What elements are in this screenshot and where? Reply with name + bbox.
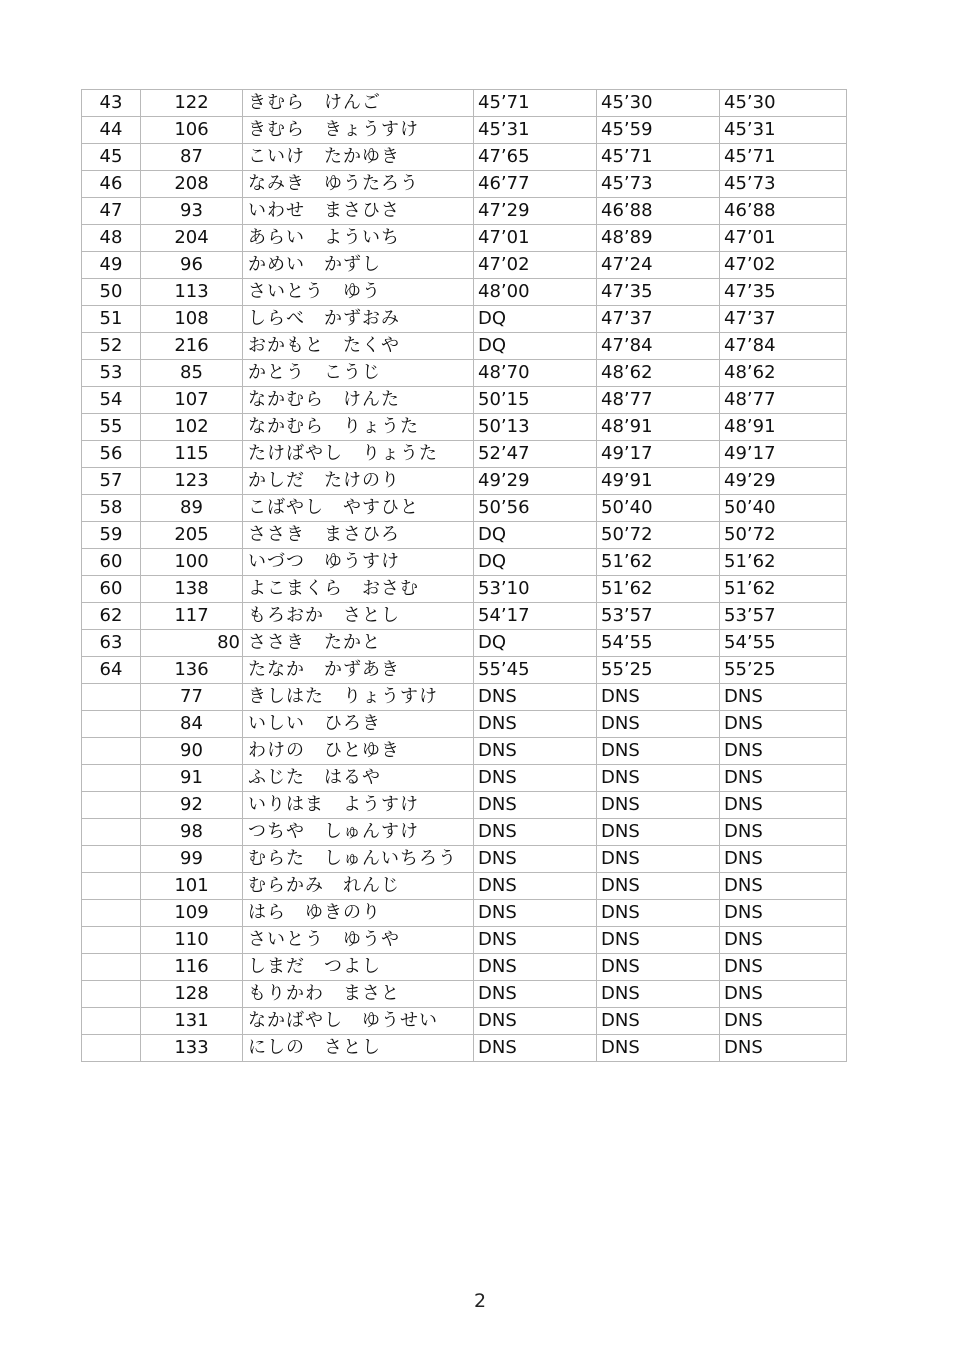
athlete-name-cell: なかむら りょうた — [243, 414, 474, 441]
best-time-cell: DNS — [720, 873, 847, 900]
first-time-cell: DQ — [474, 630, 597, 657]
bib-number-cell: 208 — [141, 171, 243, 198]
rank-cell: 53 — [82, 360, 141, 387]
athlete-name-cell: しまだ つよし — [243, 954, 474, 981]
best-time-cell: 46’88 — [720, 198, 847, 225]
rank-cell: 49 — [82, 252, 141, 279]
first-time-cell: DNS — [474, 900, 597, 927]
bib-number-cell: 216 — [141, 333, 243, 360]
athlete-name-cell: いわせ まさひさ — [243, 198, 474, 225]
best-time-cell: DNS — [720, 684, 847, 711]
first-time-cell: 53’10 — [474, 576, 597, 603]
table-row — [82, 684, 847, 711]
second-time-cell: 48’91 — [597, 414, 720, 441]
results-table — [81, 89, 847, 1062]
second-time-cell: DNS — [597, 711, 720, 738]
table-row — [82, 846, 847, 873]
best-time-cell: 51’62 — [720, 549, 847, 576]
best-time-cell: 45’71 — [720, 144, 847, 171]
rank-cell: 56 — [82, 441, 141, 468]
table-row — [82, 819, 847, 846]
first-time-cell: 50’56 — [474, 495, 597, 522]
athlete-name-cell: こいけ たかゆき — [243, 144, 474, 171]
rank-cell — [82, 900, 141, 927]
second-time-cell: 46’88 — [597, 198, 720, 225]
table-row — [82, 765, 847, 792]
rank-cell — [82, 1008, 141, 1035]
table-row — [82, 387, 847, 414]
athlete-name-cell: こばやし やすひと — [243, 495, 474, 522]
bib-number-cell: 123 — [141, 468, 243, 495]
first-time-cell: DNS — [474, 846, 597, 873]
bib-number-cell: 133 — [141, 1035, 243, 1062]
first-time-cell: DNS — [474, 927, 597, 954]
athlete-name-cell: はら ゆきのり — [243, 900, 474, 927]
best-time-cell: 50’40 — [720, 495, 847, 522]
second-time-cell: 48’89 — [597, 225, 720, 252]
bib-number-cell: 136 — [141, 657, 243, 684]
athlete-name-cell: なみき ゆうたろう — [243, 171, 474, 198]
first-time-cell: DQ — [474, 333, 597, 360]
results-body — [82, 90, 847, 1062]
rank-cell — [82, 846, 141, 873]
best-time-cell: DNS — [720, 765, 847, 792]
best-time-cell: DNS — [720, 981, 847, 1008]
table-row — [82, 981, 847, 1008]
first-time-cell: DNS — [474, 1008, 597, 1035]
second-time-cell: 45’59 — [597, 117, 720, 144]
rank-cell: 48 — [82, 225, 141, 252]
table-row — [82, 468, 847, 495]
best-time-cell: DNS — [720, 927, 847, 954]
second-time-cell: 45’30 — [597, 90, 720, 117]
athlete-name-cell: かしだ たけのり — [243, 468, 474, 495]
table-row — [82, 414, 847, 441]
rank-cell — [82, 765, 141, 792]
rank-cell — [82, 819, 141, 846]
best-time-cell: DNS — [720, 954, 847, 981]
table-row — [82, 549, 847, 576]
second-time-cell: DNS — [597, 954, 720, 981]
second-time-cell: 48’62 — [597, 360, 720, 387]
second-time-cell: 54’55 — [597, 630, 720, 657]
rank-cell: 50 — [82, 279, 141, 306]
athlete-name-cell: わけの ひとゆき — [243, 738, 474, 765]
rank-cell: 46 — [82, 171, 141, 198]
table-row — [82, 441, 847, 468]
rank-cell: 43 — [82, 90, 141, 117]
first-time-cell: 47’65 — [474, 144, 597, 171]
rank-cell — [82, 981, 141, 1008]
athlete-name-cell: ふじた はるや — [243, 765, 474, 792]
first-time-cell: 45’31 — [474, 117, 597, 144]
second-time-cell: DNS — [597, 738, 720, 765]
first-time-cell: 45’71 — [474, 90, 597, 117]
second-time-cell: DNS — [597, 846, 720, 873]
first-time-cell: DNS — [474, 1035, 597, 1062]
first-time-cell: DQ — [474, 549, 597, 576]
bib-number-cell: 204 — [141, 225, 243, 252]
best-time-cell: DNS — [720, 1008, 847, 1035]
second-time-cell: 47’84 — [597, 333, 720, 360]
athlete-name-cell: たなか かずあき — [243, 657, 474, 684]
bib-number-cell: 116 — [141, 954, 243, 981]
first-time-cell: DNS — [474, 684, 597, 711]
table-row — [82, 900, 847, 927]
rank-cell: 51 — [82, 306, 141, 333]
second-time-cell: 47’35 — [597, 279, 720, 306]
bib-number-cell: 85 — [141, 360, 243, 387]
table-row — [82, 1008, 847, 1035]
first-time-cell: DQ — [474, 522, 597, 549]
table-row — [82, 171, 847, 198]
second-time-cell: 47’37 — [597, 306, 720, 333]
bib-number-cell: 92 — [141, 792, 243, 819]
rank-cell: 55 — [82, 414, 141, 441]
second-time-cell: 51’62 — [597, 549, 720, 576]
athlete-name-cell: きむら きょうすけ — [243, 117, 474, 144]
bib-number-cell: 128 — [141, 981, 243, 1008]
table-row — [82, 873, 847, 900]
athlete-name-cell: たけばやし りょうた — [243, 441, 474, 468]
athlete-name-cell: にしの さとし — [243, 1035, 474, 1062]
best-time-cell: 55’25 — [720, 657, 847, 684]
first-time-cell: DNS — [474, 711, 597, 738]
first-time-cell: 47’02 — [474, 252, 597, 279]
best-time-cell: 48’91 — [720, 414, 847, 441]
second-time-cell: 45’73 — [597, 171, 720, 198]
second-time-cell: DNS — [597, 765, 720, 792]
table-row — [82, 252, 847, 279]
athlete-name-cell: なかばやし ゆうせい — [243, 1008, 474, 1035]
bib-number-cell: 87 — [141, 144, 243, 171]
second-time-cell: 48’77 — [597, 387, 720, 414]
bib-number-cell: 100 — [141, 549, 243, 576]
bib-number-cell: 99 — [141, 846, 243, 873]
athlete-name-cell: かめい かずし — [243, 252, 474, 279]
table-row — [82, 927, 847, 954]
best-time-cell: 48’77 — [720, 387, 847, 414]
athlete-name-cell: いしい ひろき — [243, 711, 474, 738]
second-time-cell: 51’62 — [597, 576, 720, 603]
table-row — [82, 144, 847, 171]
rank-cell — [82, 1035, 141, 1062]
second-time-cell: DNS — [597, 900, 720, 927]
athlete-name-cell: きむら けんご — [243, 90, 474, 117]
second-time-cell: DNS — [597, 819, 720, 846]
bib-number-cell: 77 — [141, 684, 243, 711]
athlete-name-cell: なかむら けんた — [243, 387, 474, 414]
best-time-cell: 47’01 — [720, 225, 847, 252]
bib-number-cell: 117 — [141, 603, 243, 630]
second-time-cell: 50’72 — [597, 522, 720, 549]
athlete-name-cell: いりはま ようすけ — [243, 792, 474, 819]
athlete-name-cell: もりかわ まさと — [243, 981, 474, 1008]
athlete-name-cell: むらた しゅんいちろう — [243, 846, 474, 873]
best-time-cell: 47’02 — [720, 252, 847, 279]
best-time-cell: 50’72 — [720, 522, 847, 549]
rank-cell: 47 — [82, 198, 141, 225]
bib-number-cell: 108 — [141, 306, 243, 333]
second-time-cell: DNS — [597, 981, 720, 1008]
bib-number-cell: 106 — [141, 117, 243, 144]
bib-number-cell: 102 — [141, 414, 243, 441]
table-row — [82, 90, 847, 117]
second-time-cell: 49’17 — [597, 441, 720, 468]
bib-number-cell: 113 — [141, 279, 243, 306]
rank-cell — [82, 738, 141, 765]
table-row — [82, 198, 847, 225]
first-time-cell: 48’70 — [474, 360, 597, 387]
second-time-cell: 53’57 — [597, 603, 720, 630]
athlete-name-cell: むらかみ れんじ — [243, 873, 474, 900]
rank-cell: 54 — [82, 387, 141, 414]
second-time-cell: DNS — [597, 1008, 720, 1035]
bib-number-cell: 101 — [141, 873, 243, 900]
bib-number-cell: 93 — [141, 198, 243, 225]
best-time-cell: 48’62 — [720, 360, 847, 387]
table-row — [82, 306, 847, 333]
best-time-cell: DNS — [720, 900, 847, 927]
rank-cell: 60 — [82, 576, 141, 603]
first-time-cell: 47’01 — [474, 225, 597, 252]
bib-number-cell: 91 — [141, 765, 243, 792]
bib-number-cell: 110 — [141, 927, 243, 954]
rank-cell — [82, 927, 141, 954]
first-time-cell: DNS — [474, 738, 597, 765]
best-time-cell: 45’31 — [720, 117, 847, 144]
table-row — [82, 279, 847, 306]
bib-number-cell: 98 — [141, 819, 243, 846]
second-time-cell: 55’25 — [597, 657, 720, 684]
second-time-cell: DNS — [597, 1035, 720, 1062]
first-time-cell: 47’29 — [474, 198, 597, 225]
best-time-cell: DNS — [720, 711, 847, 738]
first-time-cell: 50’13 — [474, 414, 597, 441]
athlete-name-cell: いづつ ゆうすけ — [243, 549, 474, 576]
second-time-cell: DNS — [597, 873, 720, 900]
best-time-cell: DNS — [720, 846, 847, 873]
second-time-cell: 49’91 — [597, 468, 720, 495]
table-row — [82, 630, 847, 657]
first-time-cell: 55’45 — [474, 657, 597, 684]
best-time-cell: 47’37 — [720, 306, 847, 333]
athlete-name-cell: ささき まさひろ — [243, 522, 474, 549]
table-row — [82, 225, 847, 252]
first-time-cell: DNS — [474, 819, 597, 846]
best-time-cell: DNS — [720, 738, 847, 765]
second-time-cell: DNS — [597, 792, 720, 819]
rank-cell: 57 — [82, 468, 141, 495]
bib-number-cell: 107 — [141, 387, 243, 414]
table-row — [82, 333, 847, 360]
first-time-cell: 46’77 — [474, 171, 597, 198]
best-time-cell: 45’73 — [720, 171, 847, 198]
rank-cell: 58 — [82, 495, 141, 522]
best-time-cell: 51’62 — [720, 576, 847, 603]
best-time-cell: 53’57 — [720, 603, 847, 630]
first-time-cell: DNS — [474, 873, 597, 900]
rank-cell — [82, 711, 141, 738]
athlete-name-cell: さいとう ゆうや — [243, 927, 474, 954]
rank-cell — [82, 954, 141, 981]
athlete-name-cell: さいとう ゆう — [243, 279, 474, 306]
bib-number-cell: 84 — [141, 711, 243, 738]
athlete-name-cell: かとう こうじ — [243, 360, 474, 387]
first-time-cell: 50’15 — [474, 387, 597, 414]
athlete-name-cell: よこまくら おさむ — [243, 576, 474, 603]
best-time-cell: 47’84 — [720, 333, 847, 360]
first-time-cell: DNS — [474, 792, 597, 819]
rank-cell — [82, 792, 141, 819]
table-row — [82, 603, 847, 630]
athlete-name-cell: しらべ かずおみ — [243, 306, 474, 333]
rank-cell: 44 — [82, 117, 141, 144]
bib-number-cell: 96 — [141, 252, 243, 279]
table-row — [82, 360, 847, 387]
best-time-cell: 45’30 — [720, 90, 847, 117]
bib-number-cell: 115 — [141, 441, 243, 468]
rank-cell — [82, 684, 141, 711]
bib-number-cell: 80 — [141, 630, 243, 657]
second-time-cell: DNS — [597, 684, 720, 711]
athlete-name-cell: おかもと たくや — [243, 333, 474, 360]
table-row — [82, 954, 847, 981]
rank-cell: 62 — [82, 603, 141, 630]
first-time-cell: DQ — [474, 306, 597, 333]
second-time-cell: 47’24 — [597, 252, 720, 279]
best-time-cell: DNS — [720, 1035, 847, 1062]
athlete-name-cell: もろおか さとし — [243, 603, 474, 630]
table-row — [82, 792, 847, 819]
table-row — [82, 1035, 847, 1062]
rank-cell: 63 — [82, 630, 141, 657]
bib-number-cell: 205 — [141, 522, 243, 549]
best-time-cell: 49’29 — [720, 468, 847, 495]
best-time-cell: 49’17 — [720, 441, 847, 468]
table-row — [82, 657, 847, 684]
bib-number-cell: 131 — [141, 1008, 243, 1035]
table-row — [82, 522, 847, 549]
bib-number-cell: 89 — [141, 495, 243, 522]
bib-number-cell: 90 — [141, 738, 243, 765]
athlete-name-cell: きしはた りょうすけ — [243, 684, 474, 711]
athlete-name-cell: あらい よういち — [243, 225, 474, 252]
rank-cell: 59 — [82, 522, 141, 549]
bib-number-cell: 122 — [141, 90, 243, 117]
rank-cell: 64 — [82, 657, 141, 684]
athlete-name-cell: ささき たかと — [243, 630, 474, 657]
table-row — [82, 117, 847, 144]
rank-cell: 52 — [82, 333, 141, 360]
first-time-cell: DNS — [474, 954, 597, 981]
second-time-cell: DNS — [597, 927, 720, 954]
best-time-cell: 47’35 — [720, 279, 847, 306]
rank-cell — [82, 873, 141, 900]
first-time-cell: 54’17 — [474, 603, 597, 630]
first-time-cell: DNS — [474, 981, 597, 1008]
bib-number-cell: 109 — [141, 900, 243, 927]
athlete-name-cell: つちや しゅんすけ — [243, 819, 474, 846]
bib-number-cell: 138 — [141, 576, 243, 603]
best-time-cell: DNS — [720, 792, 847, 819]
second-time-cell: 45’71 — [597, 144, 720, 171]
table-row — [82, 576, 847, 603]
first-time-cell: 48’00 — [474, 279, 597, 306]
table-row — [82, 738, 847, 765]
best-time-cell: DNS — [720, 819, 847, 846]
first-time-cell: 49’29 — [474, 468, 597, 495]
first-time-cell: DNS — [474, 765, 597, 792]
second-time-cell: 50’40 — [597, 495, 720, 522]
table-row — [82, 495, 847, 522]
rank-cell: 45 — [82, 144, 141, 171]
best-time-cell: 54’55 — [720, 630, 847, 657]
first-time-cell: 52’47 — [474, 441, 597, 468]
page-number: 2 — [473, 1290, 487, 1312]
table-row — [82, 711, 847, 738]
rank-cell: 60 — [82, 549, 141, 576]
